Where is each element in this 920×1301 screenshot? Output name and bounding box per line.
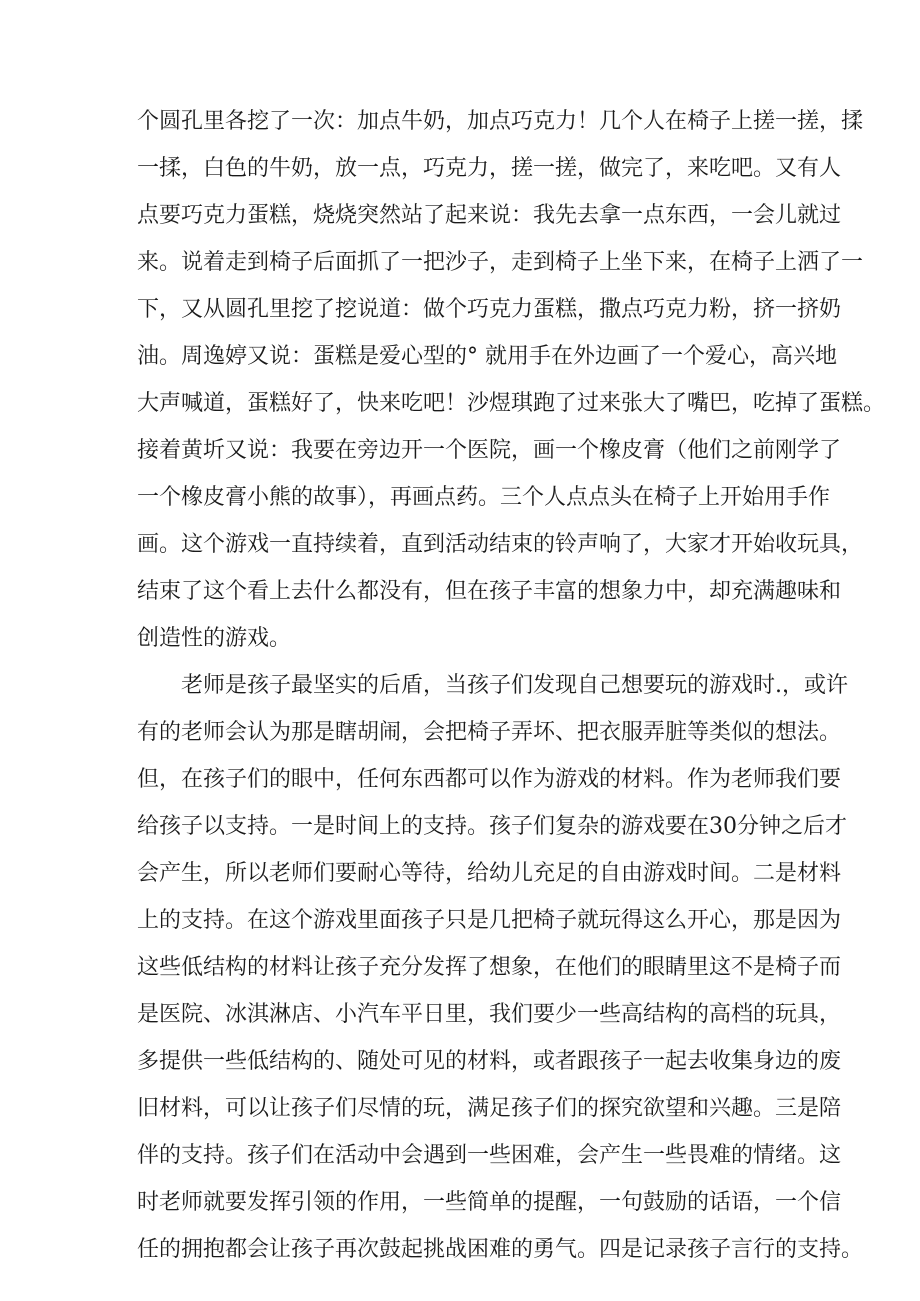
text-line: 任的拥抱都会让孩子再次鼓起挑战困难的勇气。四是记录孩子言行的支持。 — [137, 1237, 864, 1262]
text-line: 伴的支持。孩子们在活动中会遇到一些困难，会产生一些畏难的情绪。这 — [137, 1143, 842, 1168]
text-line: 多提供一些低结构的、随处可见的材料，或者跟孩子一起去收集身边的废 — [137, 1049, 842, 1074]
text-line: 老师是孩子最坚实的后盾，当孩子们发现自己想要玩的游戏时.，或许 — [181, 673, 848, 698]
text-line: 创造性的游戏。 — [137, 626, 292, 651]
text-line: 给孩子以支持。一是时间上的支持。孩子们复杂的游戏要在30分钟之后才 — [137, 814, 847, 839]
text-line: 一揉，白色的牛奶，放一点，巧克力，搓一搓，做完了，来吃吧。又有人 — [137, 156, 842, 181]
paragraph-1 — [137, 98, 886, 662]
text-line: 油。周逸婷又说：蛋糕是爱心型的° 就用手在外边画了一个爱心，高兴地 — [137, 344, 837, 369]
text-line: 个圆孔里各挖了一次：加点牛奶，加点巧克力！几个人在椅子上搓一搓，揉 — [137, 109, 864, 134]
text-line: 来。说着走到椅子后面抓了一把沙子，走到椅子上坐下来，在椅子上洒了一 — [137, 250, 864, 275]
text-line: 大声喊道，蛋糕好了，快来吃吧！沙煜琪跑了过来张大了嘴巴，吃掉了蛋糕。 — [137, 391, 886, 416]
text-line: 有的老师会认为那是瞎胡闹，会把椅子弄坏、把衣服弄脏等类似的想法。 — [137, 720, 842, 745]
text-line: 接着黄圻又说：我要在旁边开一个医院，画一个橡皮膏（他们之前刚学了 — [137, 438, 842, 463]
text-line: 会产生，所以老师们要耐心等待，给幼儿充足的自由游戏时间。二是材料 — [137, 861, 842, 886]
text-line: 旧材料，可以让孩子们尽情的玩，满足孩子们的探究欲望和兴趣。三是陪 — [137, 1096, 842, 1121]
document-body — [137, 98, 886, 1273]
text-line: 是医院、冰淇淋店、小汽车平日里，我们要少一些高结构的高档的玩具， — [137, 1002, 842, 1027]
text-line: 这些低结构的材料让孩子充分发挥了想象，在他们的眼睛里这不是椅子而 — [137, 955, 842, 980]
text-line: 画。这个游戏一直持续着，直到活动结束的铃声响了，大家才开始收玩具， — [137, 532, 864, 557]
text-line: 时老师就要发挥引领的作用，一些简单的提醒，一句鼓励的话语，一个信 — [137, 1190, 842, 1215]
text-line: 一个橡皮膏小熊的故事），再画点药。三个人点点头在椅子上开始用手作 — [137, 485, 831, 510]
text-line: 下，又从圆孔里挖了挖说道：做个巧克力蛋糕，撒点巧克力粉，挤一挤奶 — [137, 297, 842, 322]
text-line: 点要巧克力蛋糕，烧烧突然站了起来说：我先去拿一点东西，一会儿就过 — [137, 203, 842, 228]
text-line: 结束了这个看上去什么都没有，但在孩子丰富的想象力中，却充满趣味和 — [137, 579, 842, 604]
paragraph-2 — [137, 662, 864, 1273]
text-line: 但，在孩子们的眼中，任何东西都可以作为游戏的材料。作为老师我们要 — [137, 767, 842, 792]
text-line: 上的支持。在这个游戏里面孩子只是几把椅子就玩得这么开心，那是因为 — [137, 908, 842, 933]
